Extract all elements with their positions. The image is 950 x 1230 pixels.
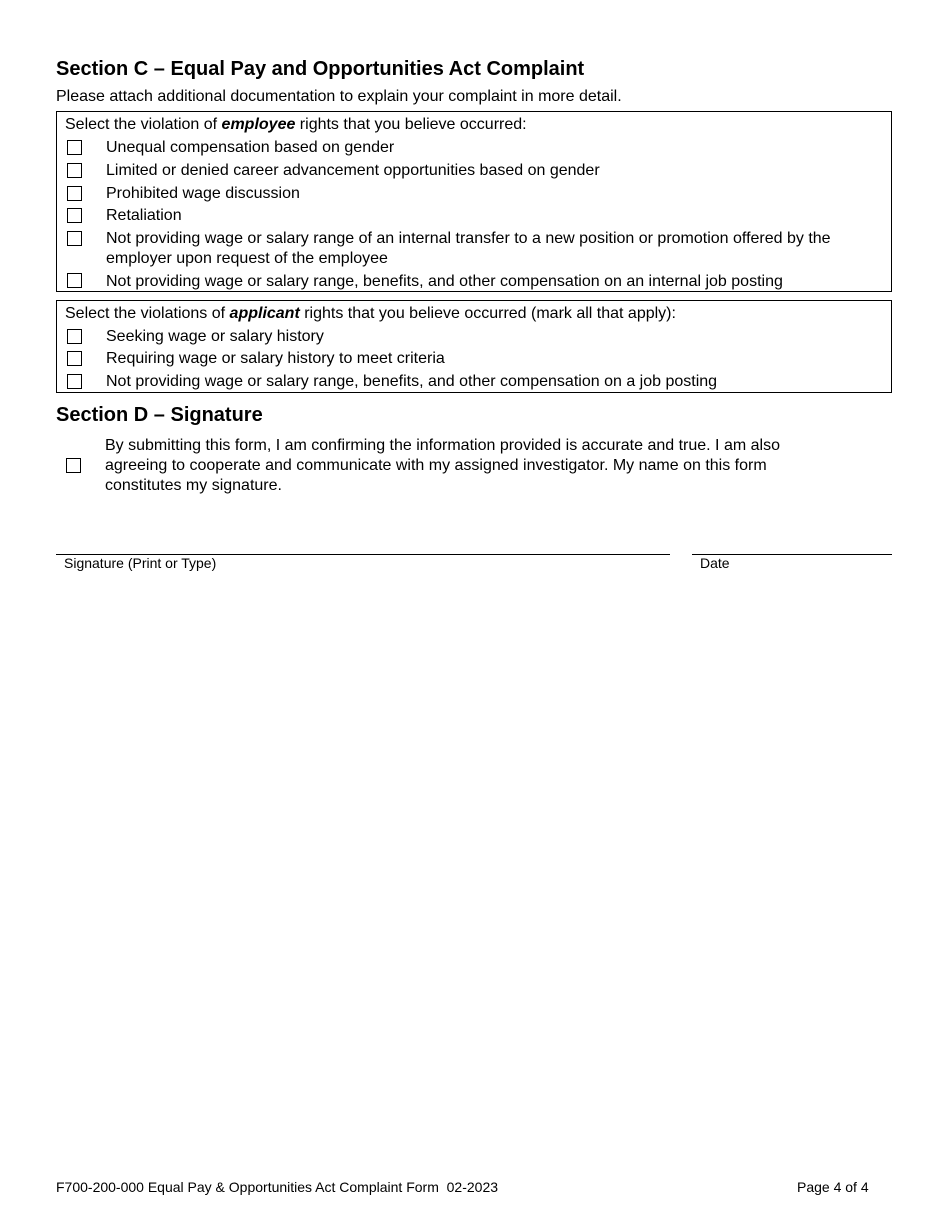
employee-option-label: Retaliation [106,207,182,224]
footer-form-id: F700-200-000 Equal Pay & Opportunities Act Complaint Form 02-2023 [56,1179,499,1195]
employee-option-checkbox[interactable] [67,231,82,246]
attestation-text: By submitting this form, I am confirming the information provided is accurate and true. I am also agreeing to cooperate and communicate with my assigned investigator. My name on this form constitutes my signature. [105,437,780,494]
applicant-option-label: Requiring wage or salary history to meet criteria [106,350,445,367]
signature-label: Signature (Print or Type) [64,555,217,571]
employee-option-checkbox[interactable] [67,163,82,178]
employee-violations-box [56,111,892,292]
applicant-emphasis: applicant [229,305,300,322]
employee-option-checkbox[interactable] [67,140,82,155]
applicant-violations-box [56,300,892,393]
employee-option-label: Prohibited wage discussion [106,185,300,202]
applicant-option-checkbox[interactable] [67,351,82,366]
employee-option-label: Unequal compensation based on gender [106,139,395,156]
section-c-title: Section C – Equal Pay and Opportunities Act Complaint [56,58,585,80]
employee-option-label: Limited or denied career advancement opportunities based on gender [106,162,600,179]
employee-emphasis: employee [221,116,296,133]
employee-option-checkbox[interactable] [67,208,82,223]
footer-page-number: Page 4 of 4 [797,1179,869,1195]
applicant-option-label: Seeking wage or salary history [106,328,324,345]
section-d-title: Section D – Signature [56,404,263,426]
applicant-option-checkbox[interactable] [67,374,82,389]
attestation [56,436,892,498]
employee-option-label: Not providing wage or salary range of an internal transfer to a new position or promotion offered by the employer upon request of the employee [106,230,831,267]
employee-option-checkbox[interactable] [67,186,82,201]
attestation-checkbox[interactable] [66,458,81,473]
employee-prompt: Select the violation of employee rights that you believe occurred: [65,116,527,133]
applicant-prompt: Select the violations of applicant rights that you believe occurred (mark all that apply): [65,305,676,322]
date-label: Date [700,555,730,571]
employee-option-label: Not providing wage or salary range, benefits, and other compensation on an internal job posting [106,273,783,290]
section-c-instruction: Please attach additional documentation to explain your complaint in more detail. [56,88,622,105]
applicant-option-label: Not providing wage or salary range, benefits, and other compensation on a job posting [106,373,718,390]
employee-option-checkbox[interactable] [67,273,82,288]
applicant-option-checkbox[interactable] [67,329,82,344]
